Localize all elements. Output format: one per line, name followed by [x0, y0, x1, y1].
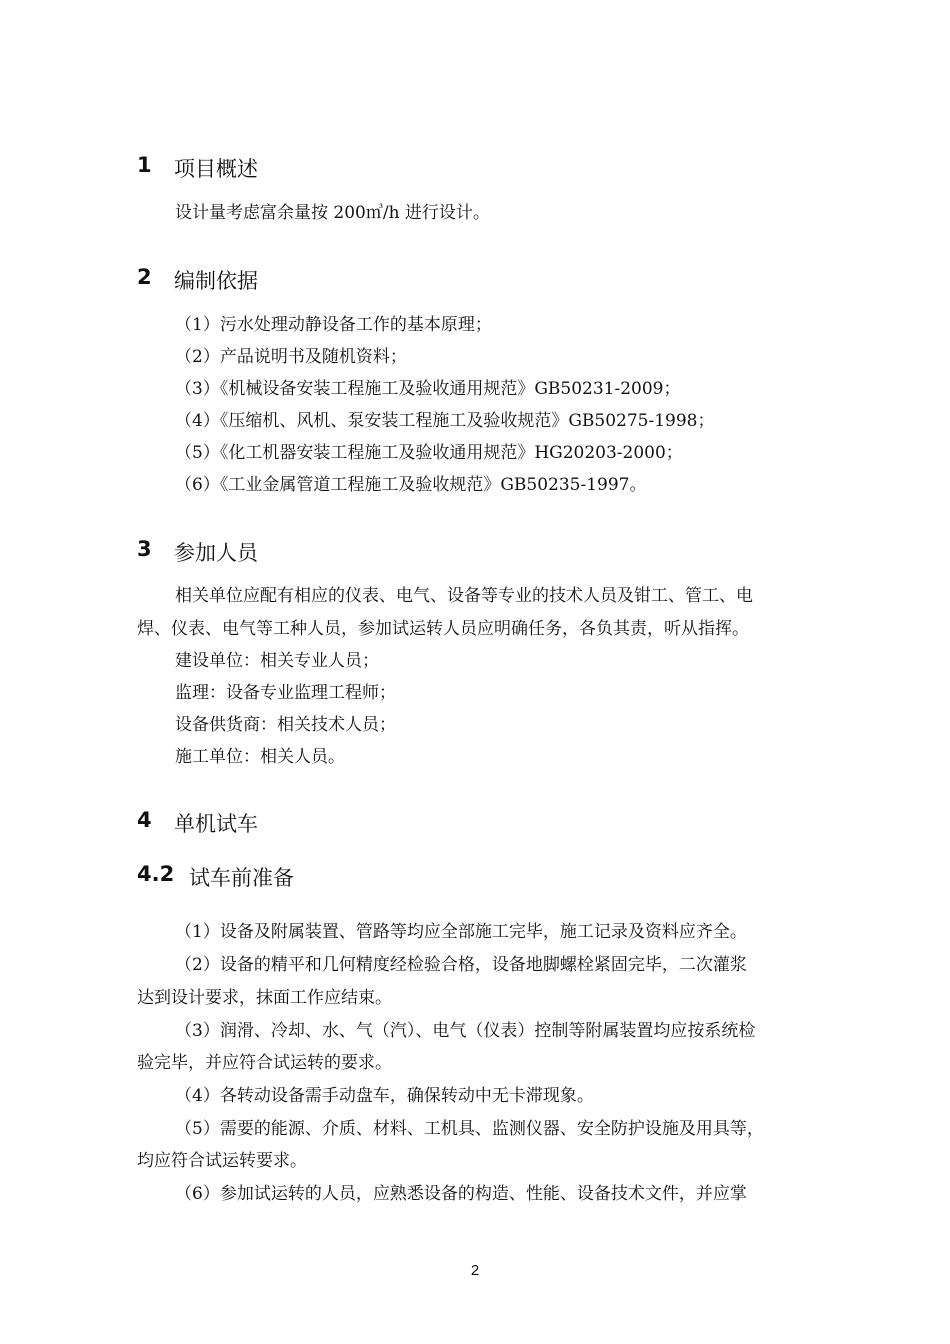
- section-number: 4.2: [137, 862, 175, 886]
- paragraph-line: （1）设备及附属装置、管路等均应全部施工完毕，施工记录及资料应齐全。: [175, 922, 747, 942]
- paragraph-line: （3）润滑、冷却、水、气（汽）、电气（仪表）控制等附属装置均应按系统检: [175, 1021, 756, 1041]
- section-3-heading: [137, 537, 258, 565]
- section-title: 试车前准备: [189, 866, 294, 890]
- reference-item: （1）污水处理动静设备工作的基本原理；: [175, 315, 492, 335]
- section-number: 3: [137, 537, 152, 561]
- reference-item: （2）产品说明书及随机资料；: [175, 347, 407, 367]
- reference-item: （5）《化工机器安装工程施工及验收通用规范》HG20203-2000；: [175, 443, 683, 463]
- section-title: 编制依据: [174, 269, 258, 293]
- section-2-heading: [137, 265, 258, 293]
- paragraph-line: 监理：设备专业监理工程师；: [175, 683, 396, 703]
- paragraph-line: 达到设计要求，抹面工作应结束。: [137, 988, 392, 1008]
- reference-item: （4）《压缩机、风机、泵安装工程施工及验收规范》GB50275-1998；: [175, 411, 715, 431]
- section-1-heading: [137, 153, 258, 181]
- paragraph-line: 均应符合试运转要求。: [137, 1151, 307, 1171]
- section-number: 4: [137, 808, 152, 832]
- paragraph-line: （2）设备的精平和几何精度经检验合格，设备地脚螺栓紧固完毕，二次灌浆: [175, 955, 747, 975]
- section-number: 1: [137, 153, 152, 177]
- section-number: 2: [137, 265, 152, 289]
- paragraph-line: 相关单位应配有相应的仪表、电气、设备等专业的技术人员及钳工、管工、电: [175, 586, 753, 606]
- reference-item: （6）《工业金属管道工程施工及验收规范》GB50235-1997。: [175, 475, 647, 495]
- paragraph-line: （5）需要的能源、介质、材料、工机具、监测仪器、安全防护设施及用具等，: [175, 1119, 764, 1139]
- section-title: 单机试车: [174, 812, 258, 836]
- section-4-heading: [137, 808, 258, 836]
- reference-item: （3）《机械设备安装工程施工及验收通用规范》GB50231-2009；: [175, 379, 681, 399]
- section-title: 项目概述: [174, 157, 258, 181]
- section-1-body: 设计量考虑富余量按 200㎥/h 进行设计。: [175, 203, 490, 223]
- section-title: 参加人员: [174, 541, 258, 565]
- section-4-2-heading: [137, 862, 294, 890]
- paragraph-line: 验完毕，并应符合试运转的要求。: [137, 1053, 392, 1073]
- paragraph-line: （6）参加试运转的人员，应熟悉设备的构造、性能、设备技术文件，并应掌: [175, 1184, 747, 1204]
- paragraph-line: （4）各转动设备需手动盘车，确保转动中无卡滞现象。: [175, 1086, 594, 1106]
- paragraph-line: 设备供货商：相关技术人员；: [175, 715, 396, 735]
- paragraph-line: 建设单位：相关专业人员；: [175, 651, 379, 671]
- paragraph-line: 焊、仪表、电气等工种人员，参加试运转人员应明确任务，各负其责，听从指挥。: [137, 619, 749, 639]
- page-number: 2: [470, 1262, 480, 1279]
- paragraph-line: 施工单位：相关人员。: [175, 747, 345, 767]
